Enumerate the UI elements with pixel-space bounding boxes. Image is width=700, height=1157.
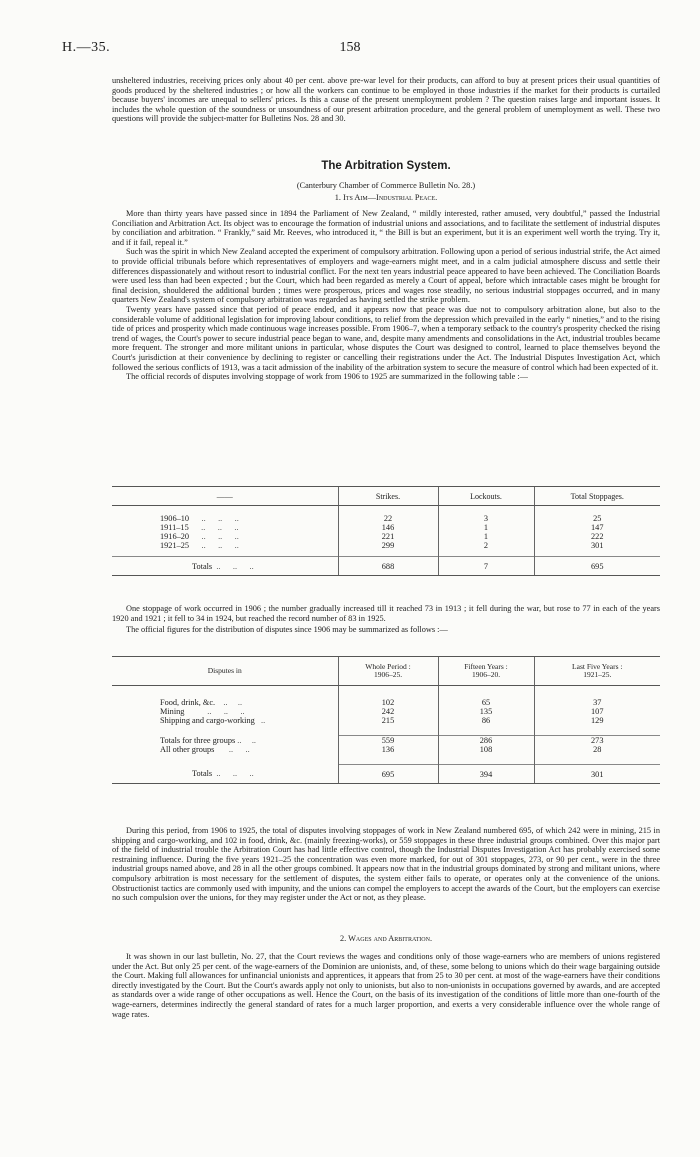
table-cell: 559 [338, 736, 438, 746]
distribution-table [112, 656, 660, 784]
table-header: —— [112, 487, 338, 506]
table-cell: 1921–25 [160, 541, 190, 550]
table-row: Mining .. .. .. 242 135 107 [112, 707, 660, 716]
table-cell: 221 [338, 532, 438, 541]
table-cell: 299 [338, 541, 438, 550]
table-cell: 394 [438, 765, 534, 784]
table-cell: Food, drink, &c. [160, 698, 216, 707]
body-text-block-4 [112, 952, 660, 1019]
table-cell: 136 [338, 745, 438, 754]
paragraph: The official figures for the distribution of disputes since 1906 may be summarized as follows :— [126, 625, 448, 635]
table-cell: 65 [438, 698, 534, 707]
table-row: 1921–25 .. .. .. 299 2 301 [112, 541, 660, 550]
table-cell: 147 [534, 523, 660, 532]
table-header: Disputes in [112, 657, 338, 686]
table-cell: 146 [338, 523, 438, 532]
table-cell: 102 [338, 698, 438, 707]
table-cell: 22 [338, 514, 438, 523]
table-header: Total Stoppages. [534, 487, 660, 506]
paragraph: More than thirty years have passed since in 1894 the Parliament of New Zealand, “ mildly interested, rather amused, very doubtful,” passed the Industrial Conciliation and Arbitration Act. Its object was to encourage the formation of industrial unions and associations, and to facilitate the settlement of industrial disputes by conciliation and arbitration. “ Frankly,” said Mr. Reeves, who introduced it, “ the Bill is but an experiment, but it is an experiment well worth the trying. Try it, and if it fail, repeal it.” [112, 209, 660, 247]
totals-label: Totals [192, 769, 213, 779]
subsection-heading-block [112, 934, 660, 943]
table-cell: 301 [534, 541, 660, 550]
stoppages-table [112, 486, 660, 576]
table-cell: 242 [338, 707, 438, 716]
section-heading-block [112, 160, 660, 202]
subsection-heading-2: 2. Wages and Arbitration. [339, 934, 433, 943]
table-row: All other groups .. .. 136 108 28 [112, 745, 660, 754]
page-number: 158 [339, 40, 361, 55]
section-source: (Canterbury Chamber of Commerce Bulletin No. 28.) [296, 181, 476, 190]
table-cell: 108 [438, 745, 534, 754]
table-cell: 135 [438, 707, 534, 716]
table-cell: 1 [438, 532, 534, 541]
section-title: The Arbitration System. [321, 160, 451, 172]
paragraph: During this period, from 1906 to 1925, the total of disputes involving stoppages of work in New Zealand numbered 695, of which 242 were in mining, 215 in shipping and cargo-working, and 102 in food, drink, &c. (mainly freezing-works), or 559 stoppages in these three industrial groups combined. Over this major part of the field of industrial trouble the Arbitration Court has had little effective control, though the Industrial Disputes Investigation Act has probably exercised some restraining influence. During the five years 1921–25 the concentration was even more marked, for out of 301 stoppages, 273, or 90 per cent., were in the three industrial groups named above, and 28 in all the other groups combined. It appears now that in the industrial groups dominated by strong and militant unions, where compulsory arbitration is most necessary for the settlement of disputes, the system either fails to operate, or operates only at the convenience of the unions. Obstructionist tactics are commonly used with impunity, and the unions can compel the employers to accept the awards of the Court, but the employers can exercise no such compulsion over the unions, for they may register under the Act or not, as they please. [112, 826, 660, 903]
table-row: 1911–15 .. .. .. 146 1 147 [112, 523, 660, 532]
table-cell: 3 [438, 514, 534, 523]
table-header: Last Five Years : 1921–25. [534, 657, 660, 686]
table-cell: 222 [534, 532, 660, 541]
table-cell: 301 [534, 765, 660, 784]
intro-paragraph-block [112, 76, 660, 124]
paragraph: One stoppage of work occurred in 1906 ; the number gradually increased till it reached 73 in 1913 ; it fell during the war, but rose to 77 in each of the years 1920 and 1921 ; it fell to 34 in 1924, but reached the record number of 83 in 1925. [112, 604, 660, 623]
body-text-block-2 [112, 604, 660, 635]
table-cell: 1911–15 [160, 523, 189, 532]
body-text-block-3 [112, 826, 660, 903]
table-header-row [112, 487, 660, 506]
table-cell: Shipping and cargo-working [160, 716, 255, 725]
paragraph: Such was the spirit in which New Zealand accepted the experiment of compulsory arbitration. Following upon a period of serious industrial strife, the Act aimed to provide official tribunals before which representatives of employers and wage-earners might meet, and in a calm judicial atmosphere discuss and settle their differences dispassionately and without resort to industrial conflict. For the next ten years industrial peace appeared to have been achieved. The Conciliation Boards were used less than had been expected ; but the Court, which had been regarded as merely a Court of appeal, before which intractable cases might be brought for final decision, shouldered the additional burden ; times were prosperous, prices and wages rose steadily, no serious industrial stoppages occurred, and in many quarters New Zealand's system of compulsory arbitration was regarded as having settled the strike problem. [112, 247, 660, 305]
table-cell: 7 [438, 557, 534, 576]
table-cell: Mining [160, 707, 185, 716]
table-cell: 37 [534, 698, 660, 707]
table-row: Totals for three groups .. .. 559 286 273 [112, 736, 660, 746]
table-cell: 28 [534, 745, 660, 754]
table-cell: 25 [534, 514, 660, 523]
table-row: 1916–20 .. .. .. 221 1 222 [112, 532, 660, 541]
table-cell: 695 [338, 765, 438, 784]
distribution-table-block [112, 656, 660, 784]
table-totals-row: Totals .. .. .. 688 7 695 [112, 557, 660, 576]
table-cell: 286 [438, 736, 534, 746]
table-cell: 1916–20 [160, 532, 190, 541]
table-cell: 107 [534, 707, 660, 716]
table-cell: 273 [534, 736, 660, 746]
totals-label: Totals [192, 561, 213, 571]
table-header: Strikes. [338, 487, 438, 506]
table-cell: 688 [338, 557, 438, 576]
table-cell: 1 [438, 523, 534, 532]
body-text-block-1 [112, 209, 660, 382]
paper-code: H.—35. [62, 40, 111, 55]
table-header: Fifteen Years : 1906–20. [438, 657, 534, 686]
table-header-row [112, 657, 660, 686]
table-cell: 129 [534, 716, 660, 725]
stoppages-table-block [112, 486, 660, 576]
table-header: Lockouts. [438, 487, 534, 506]
paragraph: Twenty years have passed since that period of peace ended, and it appears now that peace was due not to compulsory arbitration alone, but also to the considerable volume of additional legislation for improving labour conditions, to relief from the depression which prevailed in the early “ nineties,” and to the rising tide of prices and prosperity which made continuous wage increases possible. From 1906–7, when a temporary setback to the country's prosperity checked the rising trend of wages, the Court's power to secure industrial peace began to wane, and, despite many amendments and consolidations in the Act, industrial troubles became more frequent. The stronger and more militant unions in particular, whose disputes the Court was designed to control, learned to place themselves beyond the Court's jurisdiction at their convenience by declining to register or cancelling their registrations under the Act. The Industrial Disputes Investigation Act, which followed the serious conflicts of 1913, was a tacit admission of the inability of the arbitration system to secure the measure of control which had been expected of it. [112, 304, 660, 372]
table-row: Shipping and cargo-working .. 215 86 129 [112, 716, 660, 725]
paragraph: It was shown in our last bulletin, No. 27, that the Court reviews the wages and conditions only of those wage-earners who are members of unions registered under the Act. But only 25 per cent. of the wage-earners of the Dominion are unionists, and, of these, some belong to unions which do their wage bargaining outside the Court. Making full allowances for unfinancial unionists and apprentices, it appears that from 25 to 30 per cent. at most of the wage-earners have their conditions directly investigated by the Court. But the Court's awards apply not only to unionists, but also to non-unionists in occupations governed by awards, and are accepted as standards over a wide range of other occupations as well. Hence the Court, on the basis of its investigation of the conditions of little more than one-fourth of the wage-earners, determines indirectly the general standard of rates for a much larger proportion, and exerts a very considerable influence over the whole range of wage rates. [112, 952, 660, 1019]
table-row: Food, drink, &c. .. .. 102 65 37 [112, 698, 660, 707]
table-cell: 86 [438, 716, 534, 725]
table-header: Whole Period : 1906–25. [338, 657, 438, 686]
table-row: 1906–10 .. .. .. 22 3 25 [112, 514, 660, 523]
intro-paragraph: unsheltered industries, receiving prices only about 40 per cent. above pre-war level for their products, can afford to buy at present prices their usual quantities of goods produced by the sheltered industries ; or how all the workers can continue to be employed in those industries if the market for their products is curtailed because buyers' incomes are unequal to sellers' prices. Is this a cause of the present unemployment problem ? The question raises large and important issues. It includes the whole question of the soundness or unsoundness of our present arbitration procedure, and the general problem of unemployment as well. These two questions will provide the subject-matter for Bulletins Nos. 28 and 30. [112, 76, 660, 124]
subsection-heading-1: 1. Its Aim—Industrial Peace. [334, 193, 438, 202]
table-cell: 1906–10 [160, 514, 190, 523]
table-cell: All other groups [160, 745, 215, 754]
table-cell: 2 [438, 541, 534, 550]
table-cell: 215 [338, 716, 438, 725]
table-cell: Totals for three groups [160, 735, 236, 745]
table-cell: 695 [534, 557, 660, 576]
paragraph: The official records of disputes involving stoppage of work from 1906 to 1925 are summarized in the following table :— [126, 372, 528, 382]
table-totals-row: Totals .. .. .. 695 394 301 [112, 765, 660, 784]
